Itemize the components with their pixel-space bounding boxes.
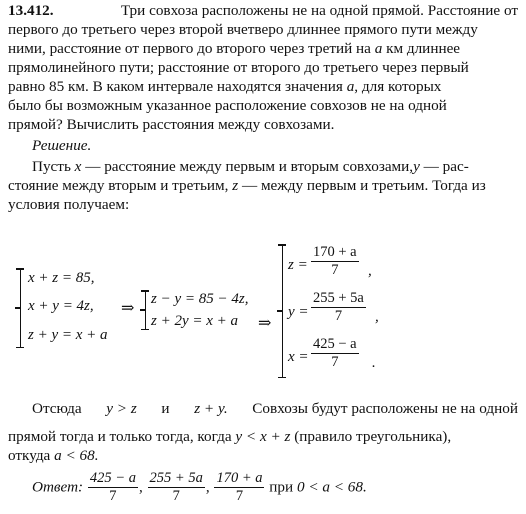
answer-frac-1-den: 7	[109, 488, 117, 504]
system3-y-den: 7	[334, 308, 343, 324]
system1-eq3: z + y = x + a	[28, 327, 108, 343]
problem-number: 13.412.	[8, 2, 54, 19]
problem-text-5a: равно 85 км. В каком интервале находятся значения	[8, 78, 343, 95]
implies-arrow-2: ⇒	[258, 315, 272, 332]
answer-frac-3-num: 170 + a	[216, 470, 263, 486]
problem-line-3	[8, 40, 460, 58]
solution-text-1a: Пусть	[32, 158, 71, 175]
system3-x-den: 7	[331, 354, 339, 370]
solution-text-1c: — рас-	[423, 158, 469, 175]
problem-line-5	[8, 78, 441, 96]
solution-text-2a: стояние между вторым и третьим,	[8, 177, 229, 194]
system3-z-tail: ,	[368, 263, 372, 279]
system3-z-num: 170 + a	[313, 244, 357, 260]
conclusion-ineq-3: y < x + z	[235, 428, 291, 445]
problem-text-3b: км длиннее	[386, 40, 461, 57]
var-a: a	[374, 40, 383, 57]
system3-y-frac	[311, 290, 366, 325]
solution-text-1b: — расстояние между первым и вторым совхозами,	[85, 158, 414, 175]
system3-y-tail: ,	[375, 309, 379, 325]
answer-sep-1: ,	[138, 478, 143, 496]
problem-text-3a: ними, расстояние от первого до второго через третий на	[8, 40, 371, 57]
system3-y-lhs: y =	[288, 304, 309, 320]
system3-y-num: 255 + 5a	[313, 290, 364, 306]
answer-frac-1	[88, 470, 138, 505]
system1-eq2: x + y = 4z,	[28, 298, 94, 314]
implies-arrow-1: ⇒	[121, 300, 135, 317]
var-y: y	[413, 158, 420, 175]
var-z: z	[232, 177, 239, 194]
answer-frac-2	[148, 470, 205, 505]
conclusion-ineq-2: z + y.	[194, 400, 228, 417]
conclusion-text-1a: Отсюда	[32, 400, 82, 417]
solution-line-1	[32, 158, 469, 176]
answer-frac-3-den: 7	[235, 488, 244, 504]
answer-line	[32, 470, 367, 505]
problem-line-2: первого до третьего через второй вчетверо длиннее прямого пути между	[8, 21, 478, 38]
conclusion-text-3a: откуда	[8, 447, 51, 464]
system3-x-frac	[311, 336, 359, 371]
answer-cond-word: при	[269, 478, 294, 496]
problem-line-6: было бы возможным указанное расположение совхозов не на одной	[8, 97, 447, 114]
conclusion-text-2b: (правило треугольника),	[294, 428, 452, 445]
conclusion-and: и	[161, 400, 170, 417]
problem-line-7: прямой? Вычислить расстояния между совхозами.	[8, 116, 335, 133]
problem-text-5b: , для которых	[354, 78, 442, 95]
solution-heading: Решение.	[32, 137, 92, 154]
answer-frac-3	[214, 470, 264, 505]
system1-eq1: x + z = 85,	[28, 270, 95, 286]
answer-frac-2-den: 7	[172, 488, 180, 504]
var-x: x	[74, 158, 82, 175]
solution-text-2b: — между первым и третьим. Тогда из	[241, 177, 486, 194]
answer-sep-2: ,	[205, 478, 210, 496]
solution-line-2	[8, 177, 486, 195]
system2-eq1: z − y = 85 − 4z,	[151, 291, 249, 307]
var-a-2: a	[346, 78, 355, 95]
system3-brace	[282, 244, 283, 378]
answer-cond: 0 < a < 68.	[296, 478, 367, 496]
solution-line-3: условия получаем:	[8, 196, 130, 213]
system1-brace	[20, 268, 21, 348]
system2-brace	[145, 290, 146, 330]
problem-line-1	[8, 2, 518, 20]
answer-frac-2-num: 255 + 5a	[149, 470, 203, 486]
system3-z-lhs: z =	[288, 257, 308, 273]
conclusion-line-2	[8, 428, 451, 446]
problem-line-4: прямолинейного пути; расстояние от второго до третьего через первый	[8, 59, 469, 76]
answer-label: Ответ:	[32, 478, 84, 496]
system3-x-num: 425 − a	[313, 336, 357, 352]
conclusion-text-2a: прямой тогда и только тогда, когда	[8, 428, 232, 445]
problem-text-1: Три совхоза расположены не на одной прямой. Расстояние от	[120, 2, 518, 19]
conclusion-ineq-1: y > z	[106, 400, 137, 417]
system3-z-den: 7	[331, 262, 339, 278]
conclusion-ineq-4: a < 68.	[54, 447, 99, 464]
conclusion-line-1	[32, 400, 518, 418]
system2-eq2: z + 2y = x + a	[151, 313, 239, 329]
conclusion-line-3	[8, 447, 99, 465]
system3-x-lhs: x =	[288, 349, 309, 365]
answer-frac-1-num: 425 − a	[89, 470, 136, 486]
conclusion-text-1b: Совхозы будут расположены не на одной	[252, 400, 518, 417]
system3-z-frac	[311, 244, 359, 279]
system3-x-tail: .	[372, 355, 376, 371]
